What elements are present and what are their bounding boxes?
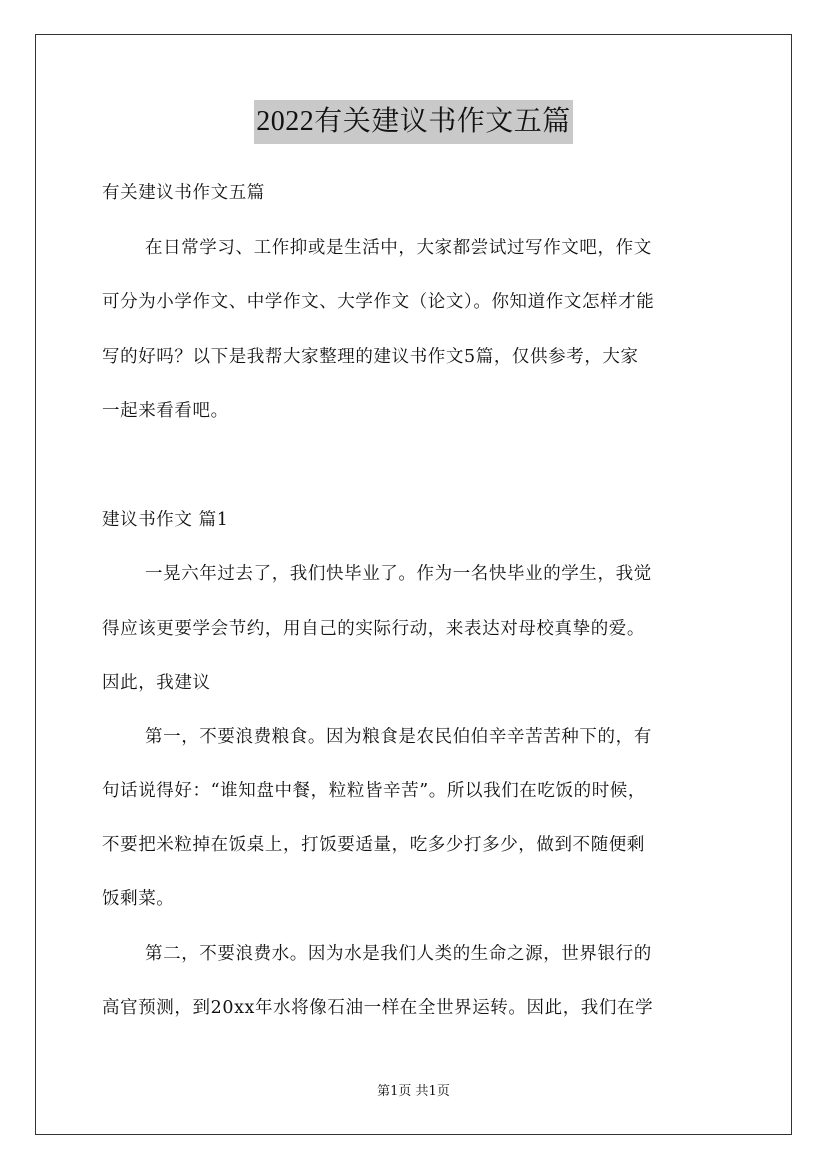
paragraph-line: 句话说得好：“谁知盘中餐，粒粒皆辛苦”。所以我们在吃饭的时候， <box>102 781 646 801</box>
paragraph-line: 得应该更要学会节约，用自己的实际行动，来表达对母校真挚的爱。 <box>102 619 645 639</box>
paragraph-line: 第一，不要浪费粮食。因为粮食是农民伯伯辛辛苦苦种下的，有 <box>145 727 652 747</box>
paragraph-line: 一起来看看吧。 <box>102 401 229 421</box>
paragraph-line: 在日常学习、工作抑或是生活中，大家都尝试过写作文吧，作文 <box>145 238 652 258</box>
paragraph-line: 因此，我建议 <box>102 673 211 693</box>
paragraph-line: 饭剩菜。 <box>102 889 175 909</box>
paragraph-line: 高官预测，到20xx年水将像石油一样在全世界运转。因此，我们在学 <box>102 998 654 1018</box>
page-footer: 第1页 共1页 <box>377 1084 450 1099</box>
paragraph-line: 写的好吗？以下是我帮大家整理的建议书作文5篇，仅供参考，大家 <box>102 347 639 367</box>
section-heading: 建议书作文 篇1 <box>102 510 229 530</box>
paragraph-line: 第二，不要浪费水。因为水是我们人类的生命之源，世界银行的 <box>145 944 652 964</box>
paragraph-line: 不要把米粒掉在饭桌上，打饭要适量，吃多少打多少，做到不随便剩 <box>102 835 645 855</box>
paragraph-line: 一晃六年过去了，我们快毕业了。作为一名快毕业的学生，我觉 <box>145 564 652 584</box>
section-heading: 有关建议书作文五篇 <box>102 183 265 203</box>
paragraph-line: 可分为小学作文、中学作文、大学作文（论文）。你知道作文怎样才能 <box>102 292 655 312</box>
document-title: 2022有关建议书作文五篇 <box>254 100 573 144</box>
title-container <box>0 100 827 144</box>
